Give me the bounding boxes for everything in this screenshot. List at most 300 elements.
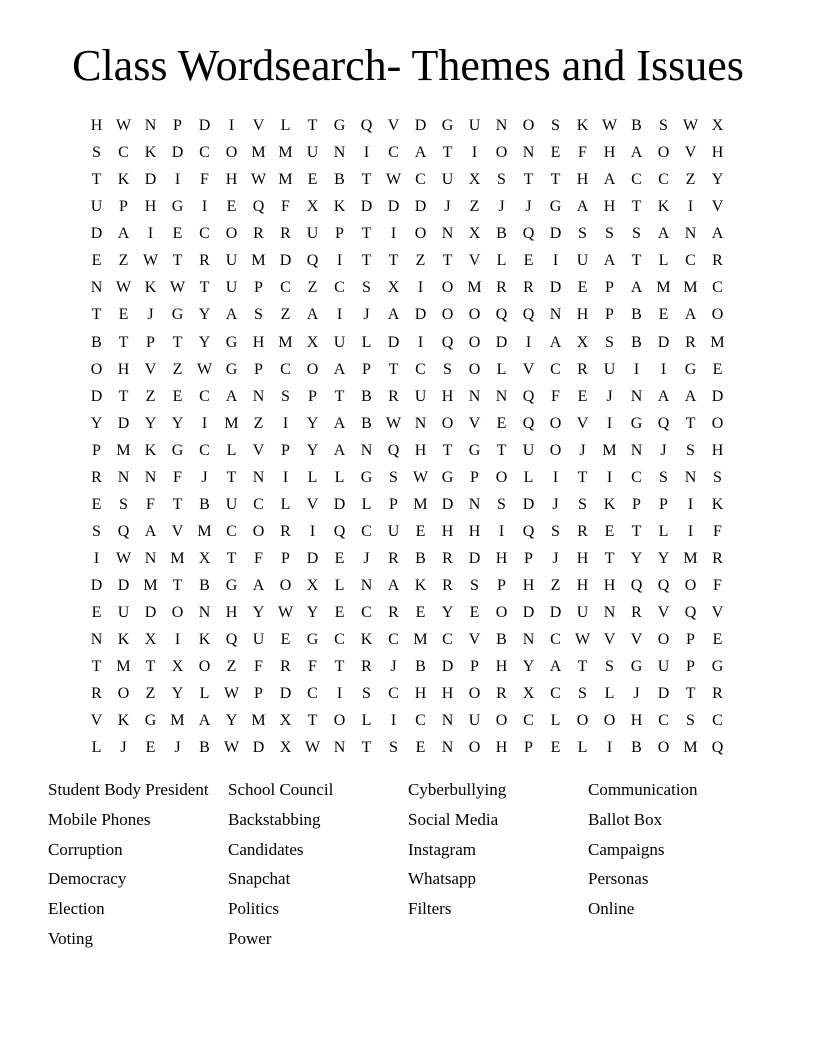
grid-letter[interactable]: A — [306, 306, 319, 324]
grid-letter[interactable]: F — [254, 658, 263, 676]
grid-letter[interactable]: G — [684, 360, 697, 378]
grid-letter[interactable]: R — [442, 550, 453, 567]
grid-letter[interactable]: N — [252, 468, 265, 486]
grid-letter[interactable]: A — [630, 144, 643, 162]
grid-letter[interactable]: I — [552, 252, 559, 270]
grid-letter[interactable]: T — [172, 252, 183, 270]
grid-letter[interactable]: Z — [118, 252, 129, 270]
grid-letter[interactable]: I — [147, 225, 154, 243]
grid-letter[interactable]: I — [687, 522, 694, 540]
grid-letter[interactable]: U — [441, 171, 454, 189]
grid-letter[interactable]: V — [630, 631, 643, 649]
grid-letter[interactable]: B — [631, 306, 642, 324]
grid-letter[interactable]: N — [144, 550, 157, 567]
grid-letter[interactable]: I — [498, 522, 505, 540]
grid-letter[interactable]: Y — [171, 414, 184, 432]
grid-letter[interactable]: T — [496, 441, 507, 459]
grid-letter[interactable]: I — [606, 739, 613, 757]
grid-letter[interactable]: A — [414, 144, 427, 162]
grid-letter[interactable]: M — [251, 712, 266, 730]
grid-letter[interactable]: W — [223, 685, 240, 703]
grid-letter[interactable]: H — [603, 144, 616, 162]
grid-letter[interactable]: L — [334, 468, 345, 486]
grid-letter[interactable]: U — [225, 495, 238, 513]
grid-letter[interactable]: H — [711, 144, 724, 162]
grid-letter[interactable]: I — [687, 198, 694, 216]
grid-letter[interactable]: B — [91, 333, 102, 351]
grid-letter[interactable]: A — [387, 306, 400, 324]
grid-letter[interactable]: G — [306, 631, 319, 649]
grid-letter[interactable]: V — [522, 360, 535, 378]
grid-letter[interactable]: G — [711, 658, 724, 676]
grid-letter[interactable]: P — [686, 658, 695, 676]
grid-letter[interactable]: Q — [657, 577, 670, 595]
grid-letter[interactable]: M — [251, 144, 266, 162]
grid-letter[interactable]: G — [333, 117, 346, 134]
grid-letter[interactable]: K — [144, 441, 157, 459]
grid-letter[interactable]: C — [685, 252, 696, 270]
grid-letter[interactable]: C — [550, 631, 561, 649]
grid-letter[interactable]: D — [387, 333, 400, 351]
grid-letter[interactable]: T — [442, 252, 453, 270]
grid-letter[interactable]: Y — [144, 414, 157, 432]
grid-letter[interactable]: I — [228, 117, 235, 134]
grid-letter[interactable]: O — [306, 360, 319, 378]
grid-letter[interactable]: N — [90, 279, 103, 297]
grid-letter[interactable]: J — [552, 495, 559, 513]
grid-letter[interactable]: V — [252, 441, 265, 459]
grid-letter[interactable]: U — [225, 279, 238, 297]
grid-letter[interactable]: U — [468, 117, 481, 134]
grid-letter[interactable]: J — [174, 739, 181, 757]
grid-letter[interactable]: M — [197, 522, 212, 540]
grid-letter[interactable]: M — [683, 550, 698, 567]
grid-letter[interactable]: O — [468, 360, 481, 378]
grid-letter[interactable]: E — [334, 604, 345, 622]
grid-letter[interactable]: X — [468, 225, 481, 243]
grid-letter[interactable]: P — [254, 279, 263, 297]
grid-letter[interactable]: S — [605, 225, 614, 243]
grid-letter[interactable]: T — [91, 658, 102, 676]
grid-letter[interactable]: D — [90, 225, 103, 243]
grid-letter[interactable]: C — [550, 685, 561, 703]
grid-letter[interactable]: M — [143, 577, 158, 595]
grid-letter[interactable]: R — [712, 550, 723, 567]
grid-letter[interactable]: I — [525, 333, 532, 351]
grid-letter[interactable]: I — [201, 198, 208, 216]
grid-letter[interactable]: D — [522, 495, 535, 513]
grid-letter[interactable]: C — [523, 712, 534, 730]
grid-letter[interactable]: P — [470, 658, 479, 676]
grid-letter[interactable]: O — [657, 631, 670, 649]
grid-letter[interactable]: T — [550, 171, 561, 189]
grid-letter[interactable]: H — [90, 117, 103, 134]
grid-letter[interactable]: H — [576, 577, 589, 595]
grid-letter[interactable]: K — [198, 631, 211, 649]
grid-letter[interactable]: X — [144, 631, 157, 649]
grid-letter[interactable]: T — [307, 117, 318, 134]
grid-letter[interactable]: E — [712, 360, 723, 378]
grid-letter[interactable]: C — [334, 279, 345, 297]
grid-letter[interactable]: G — [171, 306, 184, 324]
grid-letter[interactable]: Y — [198, 306, 211, 324]
grid-letter[interactable]: S — [362, 685, 371, 703]
grid-letter[interactable]: M — [710, 333, 725, 351]
grid-letter[interactable]: N — [441, 712, 454, 730]
grid-letter[interactable]: G — [549, 198, 562, 216]
grid-letter[interactable]: H — [522, 577, 535, 595]
grid-letter[interactable]: D — [90, 577, 103, 595]
grid-letter[interactable]: K — [657, 198, 670, 216]
grid-letter[interactable]: M — [602, 441, 617, 459]
grid-letter[interactable]: R — [388, 550, 399, 567]
grid-letter[interactable]: H — [225, 171, 238, 189]
grid-letter[interactable]: O — [171, 604, 184, 622]
grid-letter[interactable]: F — [308, 658, 317, 676]
grid-letter[interactable]: A — [549, 658, 562, 676]
grid-letter[interactable]: T — [361, 252, 372, 270]
grid-letter[interactable]: M — [683, 279, 698, 297]
grid-letter[interactable]: U — [252, 631, 265, 649]
grid-letter[interactable]: T — [172, 495, 183, 513]
grid-letter[interactable]: L — [550, 712, 561, 730]
grid-letter[interactable]: A — [657, 225, 670, 243]
grid-letter[interactable]: H — [468, 522, 481, 540]
grid-letter[interactable]: K — [144, 279, 157, 297]
grid-letter[interactable]: B — [631, 333, 642, 351]
grid-letter[interactable]: H — [144, 198, 157, 216]
grid-letter[interactable]: I — [363, 144, 370, 162]
grid-letter[interactable]: O — [441, 279, 454, 297]
grid-letter[interactable]: D — [657, 685, 670, 703]
grid-letter[interactable]: H — [576, 306, 589, 324]
grid-letter[interactable]: U — [603, 360, 616, 378]
grid-letter[interactable]: N — [468, 495, 481, 513]
grid-letter[interactable]: N — [117, 468, 130, 486]
grid-letter[interactable]: I — [660, 360, 667, 378]
grid-letter[interactable]: T — [361, 171, 372, 189]
grid-letter[interactable]: Q — [441, 333, 454, 351]
grid-letter[interactable]: U — [90, 198, 103, 216]
grid-letter[interactable]: L — [658, 252, 669, 270]
grid-letter[interactable]: J — [390, 658, 397, 676]
grid-letter[interactable]: I — [282, 414, 289, 432]
grid-letter[interactable]: C — [388, 144, 399, 162]
grid-letter[interactable]: E — [91, 604, 102, 622]
grid-letter[interactable]: E — [523, 252, 534, 270]
grid-letter[interactable]: V — [711, 198, 724, 216]
grid-letter[interactable]: Y — [306, 441, 319, 459]
grid-letter[interactable]: D — [711, 387, 724, 405]
grid-letter[interactable]: T — [388, 252, 399, 270]
grid-letter[interactable]: S — [389, 739, 398, 757]
grid-letter[interactable]: F — [281, 198, 290, 216]
grid-letter[interactable]: C — [361, 522, 372, 540]
grid-letter[interactable]: G — [441, 468, 454, 486]
grid-letter[interactable]: P — [686, 631, 695, 649]
grid-letter[interactable]: L — [604, 685, 615, 703]
grid-letter[interactable]: J — [606, 387, 613, 405]
grid-letter[interactable]: T — [631, 252, 642, 270]
grid-letter[interactable]: Z — [145, 387, 156, 405]
grid-letter[interactable]: L — [523, 468, 534, 486]
grid-letter[interactable]: L — [496, 360, 507, 378]
grid-letter[interactable]: K — [333, 198, 346, 216]
grid-letter[interactable]: W — [115, 550, 132, 567]
grid-letter[interactable]: A — [117, 225, 130, 243]
grid-letter[interactable]: O — [225, 144, 238, 162]
grid-letter[interactable]: T — [442, 441, 453, 459]
grid-letter[interactable]: E — [658, 306, 669, 324]
grid-letter[interactable]: O — [495, 468, 508, 486]
grid-letter[interactable]: G — [225, 333, 238, 351]
grid-letter[interactable]: U — [306, 225, 319, 243]
grid-letter[interactable]: Y — [522, 658, 535, 676]
grid-letter[interactable]: T — [334, 387, 345, 405]
grid-letter[interactable]: I — [390, 225, 397, 243]
grid-letter[interactable]: R — [577, 360, 588, 378]
grid-letter[interactable]: S — [497, 495, 506, 513]
grid-letter[interactable]: Y — [225, 712, 238, 730]
grid-letter[interactable]: I — [309, 522, 316, 540]
grid-letter[interactable]: S — [497, 171, 506, 189]
grid-letter[interactable]: S — [281, 387, 290, 405]
grid-letter[interactable]: T — [118, 387, 129, 405]
grid-letter[interactable]: A — [657, 387, 670, 405]
grid-letter[interactable]: S — [578, 685, 587, 703]
grid-letter[interactable]: G — [225, 360, 238, 378]
grid-letter[interactable]: W — [412, 468, 429, 486]
grid-letter[interactable]: C — [415, 712, 426, 730]
grid-letter[interactable]: O — [90, 360, 103, 378]
grid-letter[interactable]: S — [578, 495, 587, 513]
grid-letter[interactable]: B — [199, 739, 210, 757]
grid-letter[interactable]: J — [120, 739, 127, 757]
grid-letter[interactable]: D — [414, 306, 427, 324]
grid-letter[interactable]: X — [387, 279, 400, 297]
grid-letter[interactable]: W — [385, 171, 402, 189]
grid-letter[interactable]: E — [415, 604, 426, 622]
grid-letter[interactable]: A — [711, 225, 724, 243]
grid-letter[interactable]: D — [279, 252, 292, 270]
grid-letter[interactable]: O — [252, 522, 265, 540]
grid-letter[interactable]: E — [577, 279, 588, 297]
grid-letter[interactable]: C — [415, 360, 426, 378]
grid-letter[interactable]: I — [93, 550, 100, 567]
grid-letter[interactable]: O — [468, 685, 481, 703]
grid-letter[interactable]: J — [498, 198, 505, 216]
grid-letter[interactable]: X — [171, 658, 184, 676]
grid-letter[interactable]: I — [390, 712, 397, 730]
grid-letter[interactable]: U — [117, 604, 130, 622]
grid-letter[interactable]: N — [495, 387, 508, 405]
grid-letter[interactable]: V — [306, 495, 319, 513]
grid-letter[interactable]: Z — [280, 306, 291, 324]
grid-letter[interactable]: Y — [90, 414, 103, 432]
grid-letter[interactable]: R — [523, 279, 534, 297]
grid-letter[interactable]: M — [224, 414, 239, 432]
grid-letter[interactable]: D — [657, 333, 670, 351]
grid-letter[interactable]: E — [334, 550, 345, 567]
grid-letter[interactable]: L — [280, 117, 291, 134]
grid-letter[interactable]: A — [333, 414, 346, 432]
grid-letter[interactable]: R — [685, 333, 696, 351]
grid-letter[interactable]: W — [574, 631, 591, 649]
grid-letter[interactable]: M — [413, 631, 428, 649]
grid-letter[interactable]: N — [522, 144, 535, 162]
grid-letter[interactable]: W — [223, 739, 240, 757]
grid-letter[interactable]: U — [576, 252, 589, 270]
grid-letter[interactable]: D — [522, 604, 535, 622]
grid-letter[interactable]: C — [550, 360, 561, 378]
grid-letter[interactable]: W — [304, 739, 321, 757]
grid-letter[interactable]: E — [172, 387, 183, 405]
grid-letter[interactable]: T — [199, 279, 210, 297]
grid-letter[interactable]: X — [576, 333, 589, 351]
grid-letter[interactable]: A — [630, 279, 643, 297]
grid-letter[interactable]: Q — [522, 414, 535, 432]
grid-letter[interactable]: Y — [171, 685, 184, 703]
grid-letter[interactable]: R — [253, 225, 264, 243]
grid-letter[interactable]: O — [657, 739, 670, 757]
grid-letter[interactable]: F — [146, 495, 155, 513]
grid-letter[interactable]: G — [630, 414, 643, 432]
grid-letter[interactable]: R — [361, 658, 372, 676]
grid-letter[interactable]: B — [631, 117, 642, 134]
grid-letter[interactable]: T — [631, 522, 642, 540]
grid-letter[interactable]: T — [226, 468, 237, 486]
grid-letter[interactable]: J — [147, 306, 154, 324]
grid-letter[interactable]: X — [522, 685, 535, 703]
grid-letter[interactable]: C — [388, 631, 399, 649]
grid-letter[interactable]: K — [603, 495, 616, 513]
grid-letter[interactable]: H — [414, 685, 427, 703]
grid-letter[interactable]: V — [90, 712, 103, 730]
grid-letter[interactable]: C — [658, 712, 669, 730]
grid-letter[interactable]: O — [333, 712, 346, 730]
grid-letter[interactable]: Y — [252, 604, 265, 622]
grid-letter[interactable]: D — [198, 117, 211, 134]
grid-letter[interactable]: C — [658, 171, 669, 189]
grid-letter[interactable]: N — [630, 387, 643, 405]
grid-letter[interactable]: H — [603, 577, 616, 595]
grid-letter[interactable]: K — [414, 577, 427, 595]
grid-letter[interactable]: W — [115, 279, 132, 297]
grid-letter[interactable]: X — [306, 577, 319, 595]
grid-letter[interactable]: A — [333, 441, 346, 459]
grid-letter[interactable]: Y — [441, 604, 454, 622]
grid-letter[interactable]: T — [604, 550, 615, 567]
grid-letter[interactable]: D — [144, 604, 157, 622]
grid-letter[interactable]: Y — [657, 550, 670, 567]
grid-letter[interactable]: N — [468, 387, 481, 405]
grid-letter[interactable]: W — [169, 279, 186, 297]
grid-letter[interactable]: W — [601, 117, 618, 134]
grid-letter[interactable]: H — [441, 387, 454, 405]
grid-letter[interactable]: J — [633, 685, 640, 703]
grid-letter[interactable]: E — [415, 522, 426, 540]
grid-letter[interactable]: E — [577, 387, 588, 405]
grid-letter[interactable]: D — [306, 550, 319, 567]
grid-letter[interactable]: I — [606, 468, 613, 486]
grid-letter[interactable]: D — [441, 658, 454, 676]
grid-letter[interactable]: J — [201, 468, 208, 486]
grid-letter[interactable]: C — [199, 144, 210, 162]
grid-letter[interactable]: Q — [306, 252, 319, 270]
grid-letter[interactable]: N — [630, 441, 643, 459]
grid-letter[interactable]: L — [577, 739, 588, 757]
grid-letter[interactable]: T — [172, 333, 183, 351]
grid-letter[interactable]: O — [468, 306, 481, 324]
grid-letter[interactable]: Z — [145, 685, 156, 703]
grid-letter[interactable]: T — [685, 685, 696, 703]
grid-letter[interactable]: A — [387, 577, 400, 595]
grid-letter[interactable]: S — [659, 468, 668, 486]
grid-letter[interactable]: O — [441, 306, 454, 324]
grid-letter[interactable]: L — [307, 468, 318, 486]
grid-letter[interactable]: A — [603, 252, 616, 270]
grid-letter[interactable]: Q — [522, 387, 535, 405]
grid-letter[interactable]: Q — [387, 441, 400, 459]
grid-letter[interactable]: S — [389, 468, 398, 486]
grid-letter[interactable]: Q — [684, 604, 697, 622]
grid-letter[interactable]: Q — [630, 577, 643, 595]
grid-letter[interactable]: D — [171, 144, 184, 162]
grid-letter[interactable]: R — [496, 685, 507, 703]
grid-letter[interactable]: C — [199, 225, 210, 243]
grid-letter[interactable]: Q — [333, 522, 346, 540]
grid-letter[interactable]: B — [199, 577, 210, 595]
grid-letter[interactable]: U — [414, 387, 427, 405]
grid-letter[interactable]: D — [414, 198, 427, 216]
grid-letter[interactable]: M — [251, 252, 266, 270]
grid-letter[interactable]: C — [334, 631, 345, 649]
grid-letter[interactable]: T — [172, 577, 183, 595]
grid-letter[interactable]: F — [551, 387, 560, 405]
grid-letter[interactable]: S — [686, 712, 695, 730]
grid-letter[interactable]: O — [576, 712, 589, 730]
grid-letter[interactable]: H — [576, 171, 589, 189]
grid-letter[interactable]: N — [441, 739, 454, 757]
grid-letter[interactable]: P — [146, 333, 155, 351]
grid-letter[interactable]: E — [604, 522, 615, 540]
grid-letter[interactable]: D — [252, 739, 265, 757]
grid-letter[interactable]: T — [361, 225, 372, 243]
grid-letter[interactable]: T — [523, 171, 534, 189]
grid-letter[interactable]: K — [711, 495, 724, 513]
grid-letter[interactable]: X — [198, 550, 211, 567]
grid-letter[interactable]: N — [333, 144, 346, 162]
grid-letter[interactable]: R — [199, 252, 210, 270]
grid-letter[interactable]: H — [117, 360, 130, 378]
grid-letter[interactable]: W — [115, 117, 132, 134]
grid-letter[interactable]: I — [282, 468, 289, 486]
grid-letter[interactable]: I — [417, 333, 424, 351]
grid-letter[interactable]: B — [334, 171, 345, 189]
grid-letter[interactable]: P — [389, 495, 398, 513]
grid-letter[interactable]: E — [172, 225, 183, 243]
grid-letter[interactable]: E — [226, 198, 237, 216]
grid-letter[interactable]: N — [684, 225, 697, 243]
grid-letter[interactable]: F — [173, 468, 182, 486]
grid-letter[interactable]: P — [605, 306, 614, 324]
grid-letter[interactable]: Z — [172, 360, 183, 378]
grid-letter[interactable]: P — [281, 441, 290, 459]
grid-letter[interactable]: O — [495, 604, 508, 622]
grid-letter[interactable]: N — [603, 604, 616, 622]
grid-letter[interactable]: O — [225, 225, 238, 243]
grid-letter[interactable]: A — [198, 712, 211, 730]
